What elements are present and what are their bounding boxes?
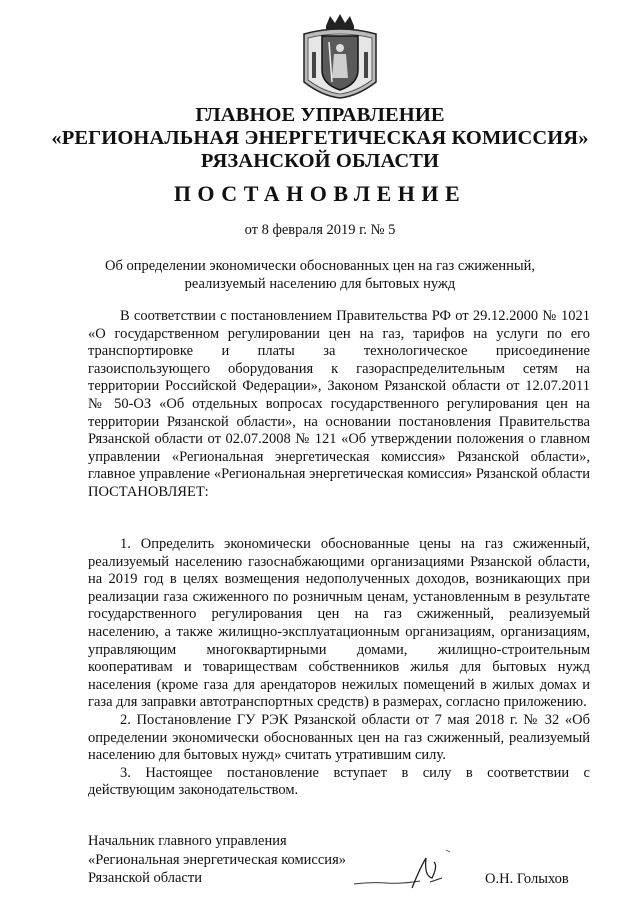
subject-line-1: Об определении экономически обоснованных цен на газ сжиженный,	[105, 258, 535, 274]
position-line-1: Начальник главного управления	[88, 833, 287, 849]
resolution-items	[88, 536, 590, 800]
position-line-2: «Региональная энергетическая комиссия»	[88, 851, 346, 868]
preamble-paragraph	[88, 308, 590, 502]
issuer-line-2: «РЕГИОНАЛЬНАЯ ЭНЕРГЕТИЧЕСКАЯ КОМИССИЯ»	[51, 127, 589, 149]
position-line-3: Рязанской области	[88, 870, 202, 886]
signatory-position	[88, 832, 346, 888]
item-1: 1. Определить экономически обоснованные цены на газ сжиженный, реализуемый населению газоснабжающими организациями Рязанской области, на 2019 год в целях возмещения недополученных доходов, возникающих при реализации газа сжиженного по розничным ценам, установленным в результате государственного регулирования цен на газ сжиженный, реализуемый населению, а также жилищно-эксплуатационным организациям, организациям, управляющим многоквартирными домами, жилищно-строительным кооперативам и товариществам собственников жилья для бытовых нужд населения (кроме газа для арендаторов нежилых помещений в жилых домах и газа для заправки автотранспортных средств) в размерах, согласно приложению.	[88, 536, 590, 711]
issuer-line-3: РЯЗАНСКОЙ ОБЛАСТИ	[200, 150, 440, 172]
issuer-header	[0, 104, 640, 173]
issuer-line-1: ГЛАВНОЕ УПРАВЛЕНИЕ	[195, 104, 445, 126]
document-subject	[80, 257, 560, 293]
preamble-text: В соответствии с постановлением Правительства РФ от 29.12.2000 № 1021 «О государственном регулировании цен на газ, тарифов на услуги по его транспортировке и платы за технологическое присоединение газоиспользующего оборудования к газораспределительным сетям на территории Российской Федерации», Законом Рязанской области от 12.07.2011 № 50-ОЗ «Об отдельных вопросах государственного регулирования цен на территории Рязанской области», на основании постановления Правительства Рязанской области от 02.07.2008 № 121 «Об утверждении положения о главном управлении «Региональная энергетическая комиссия» Рязанской области», главное управление «Региональная энергетическая комиссия» Рязанской области ПОСТАНОВЛЯЕТ:	[88, 308, 590, 500]
document-kind-title: ПОСТАНОВЛЕНИЕ	[173, 181, 467, 206]
item-3: 3. Настоящее постановление вступает в силу в соответствии с действующим законодательством.	[88, 764, 590, 799]
document-date-number: от 8 февраля 2019 г. № 5	[244, 222, 396, 238]
signatory-name: О.Н. Голыхов	[485, 871, 569, 887]
subject-line-2: реализуемый населению для бытовых нужд	[184, 276, 456, 292]
item-2: 2. Постановление ГУ РЭК Рязанской области от 7 мая 2018 г. № 32 «Об определении экономически обоснованных цен на газ сжиженный, реализуемый населению для бытовых нужд» считать утратившим силу.	[88, 711, 590, 764]
handwritten-signature	[350, 848, 460, 896]
ryazan-coat-of-arms-icon	[296, 12, 384, 100]
